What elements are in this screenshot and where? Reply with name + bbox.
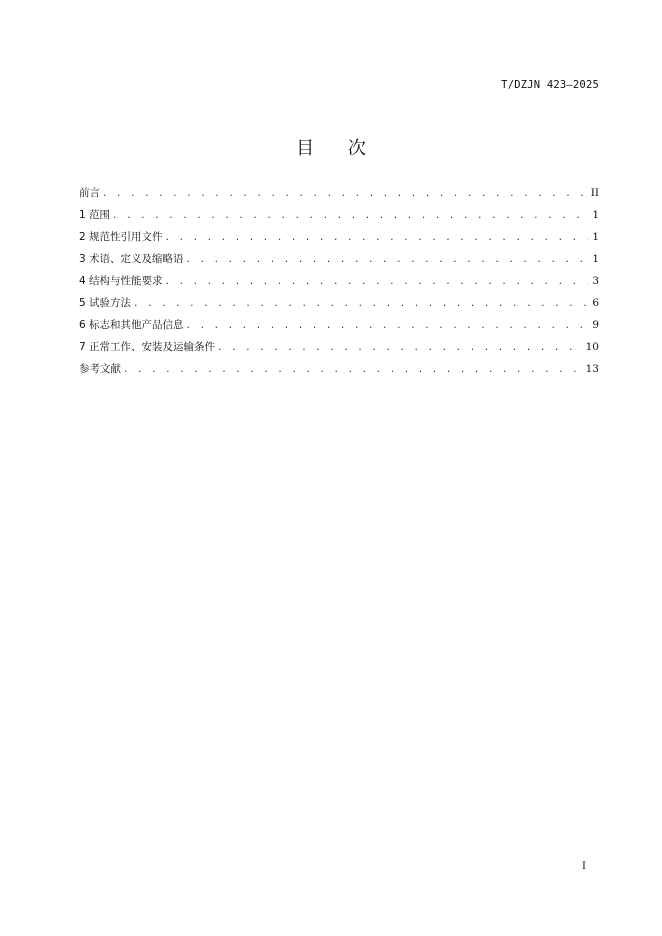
toc-entry-bibliography[interactable] [79,361,599,383]
toc-entry-page: 1 [592,253,599,265]
toc-entry-marking-product-info[interactable] [79,317,599,339]
dot-leader [112,211,588,221]
toc-entry-label: 3 术语、定义及缩略语 [79,253,184,265]
table-of-contents [79,185,599,383]
toc-entry-page: 10 [585,341,599,353]
dot-leader [123,365,582,375]
toc-entry-label: 前言 [79,187,100,199]
dot-leader [133,299,588,309]
toc-entry-page: 13 [585,363,599,375]
toc-entry-structure-performance[interactable] [79,273,599,295]
toc-entry-test-methods[interactable] [79,295,599,317]
dot-leader [217,343,582,353]
toc-entry-page: 1 [592,209,599,221]
toc-entry-scope[interactable] [79,207,599,229]
toc-entry-page: 1 [592,231,599,243]
dot-leader [102,189,587,199]
toc-entry-foreword[interactable] [79,185,599,207]
dot-leader [186,321,589,331]
toc-entry-page: II [590,187,599,199]
toc-entry-label: 5 试验方法 [79,297,132,309]
dot-leader [165,277,589,287]
toc-entry-label: 4 结构与性能要求 [79,275,163,287]
document-code: T/DZJN 423—2025 [501,79,599,91]
toc-entry-normative-references[interactable] [79,229,599,251]
toc-title: 目 次 [296,138,380,159]
toc-entry-label: 参考文献 [79,363,121,375]
dot-leader [165,233,589,243]
toc-entry-operating-conditions[interactable] [79,339,599,361]
toc-entry-page: 6 [592,297,599,309]
page-number: I [582,861,586,872]
toc-entry-terms-definitions[interactable] [79,251,599,273]
dot-leader [186,255,589,265]
toc-entry-label: 2 规范性引用文件 [79,231,163,243]
toc-entry-label: 6 标志和其他产品信息 [79,319,184,331]
toc-entry-label: 1 范围 [79,209,111,221]
toc-entry-page: 3 [592,275,599,287]
toc-entry-page: 9 [592,319,599,331]
toc-entry-label: 7 正常工作、安装及运输条件 [79,341,216,353]
